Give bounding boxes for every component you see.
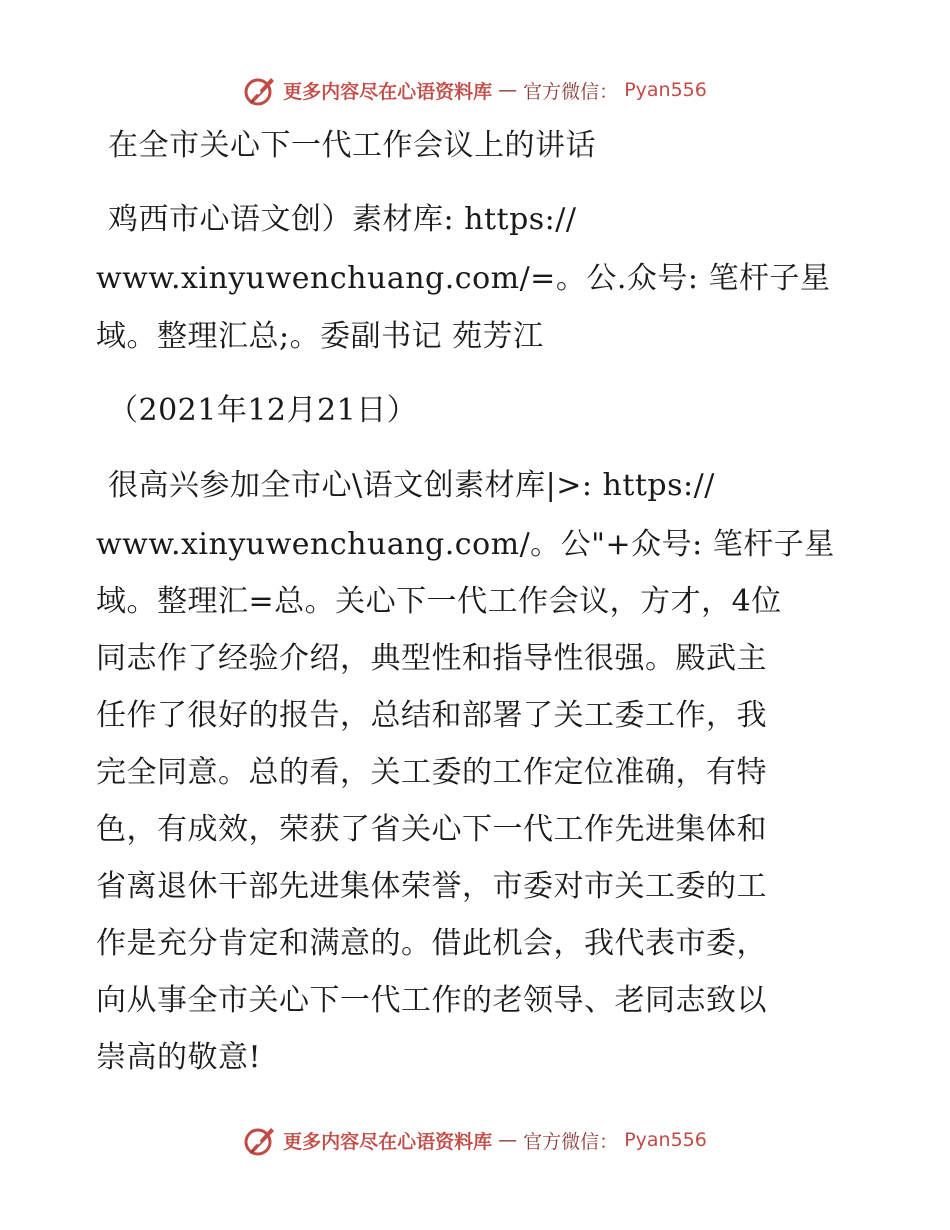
body-line-5: 任作了很好的报告，总结和部署了关工委工作，我 [96,698,767,733]
body-line-11: 崇高的敬意! [96,1040,262,1075]
body-line-1: 很高兴参加全市心\语文创素材库|>: https:// [108,468,715,503]
banner-main-text: 更多内容尽在心语资料库 [283,80,493,103]
author-line-1: 鸡西市心语文创）素材库: https:// [108,202,577,237]
body-line-8: 省离退休干部先进集体荣誉，市委对市关工委的工 [96,869,767,904]
banner-dash: — [498,79,518,101]
header-banner [0,70,950,110]
banner-wechat-label: 官方微信： [523,1130,619,1153]
quill-pen-logo-icon [243,1123,277,1157]
body-line-2: www.xinyuwenchuang.com/。公"+众号: 笔杆子星 [96,527,835,562]
footer-banner [0,1120,950,1160]
body-line-9: 作是充分肯定和满意的。借此机会，我代表市委， [96,926,767,961]
body-line-3: 域。整理汇=总。关心下一代工作会议，方才，4位 [96,584,782,619]
body-line-4: 同志作了经验介绍，典型性和指导性很强。殿武主 [96,641,767,676]
banner-wechat-id: Pyan556 [624,1129,707,1151]
body-line-6: 完全同意。总的看，关工委的工作定位准确，有特 [96,755,767,790]
banner-dash: — [498,1129,518,1151]
banner-wechat-id: Pyan556 [624,79,707,101]
banner-main-text: 更多内容尽在心语资料库 [283,1130,493,1153]
quill-pen-logo-icon [243,73,277,107]
body-line-10: 向从事全市关心下一代工作的老领导、老同志致以 [96,983,767,1018]
banner-wechat-label: 官方微信： [523,80,619,103]
author-line-2: www.xinyuwenchuang.com/=。公.众号: 笔杆子星 [96,261,831,296]
body-line-7: 色，有成效，荣获了省关心下一代工作先进集体和 [96,812,767,847]
document-date: （2021年12月21日） [108,393,418,428]
author-line-3: 域。整理汇总;。委副书记 苑芳江 [96,319,544,354]
document-title: 在全市关心下一代工作会议上的讲话 [108,128,596,163]
